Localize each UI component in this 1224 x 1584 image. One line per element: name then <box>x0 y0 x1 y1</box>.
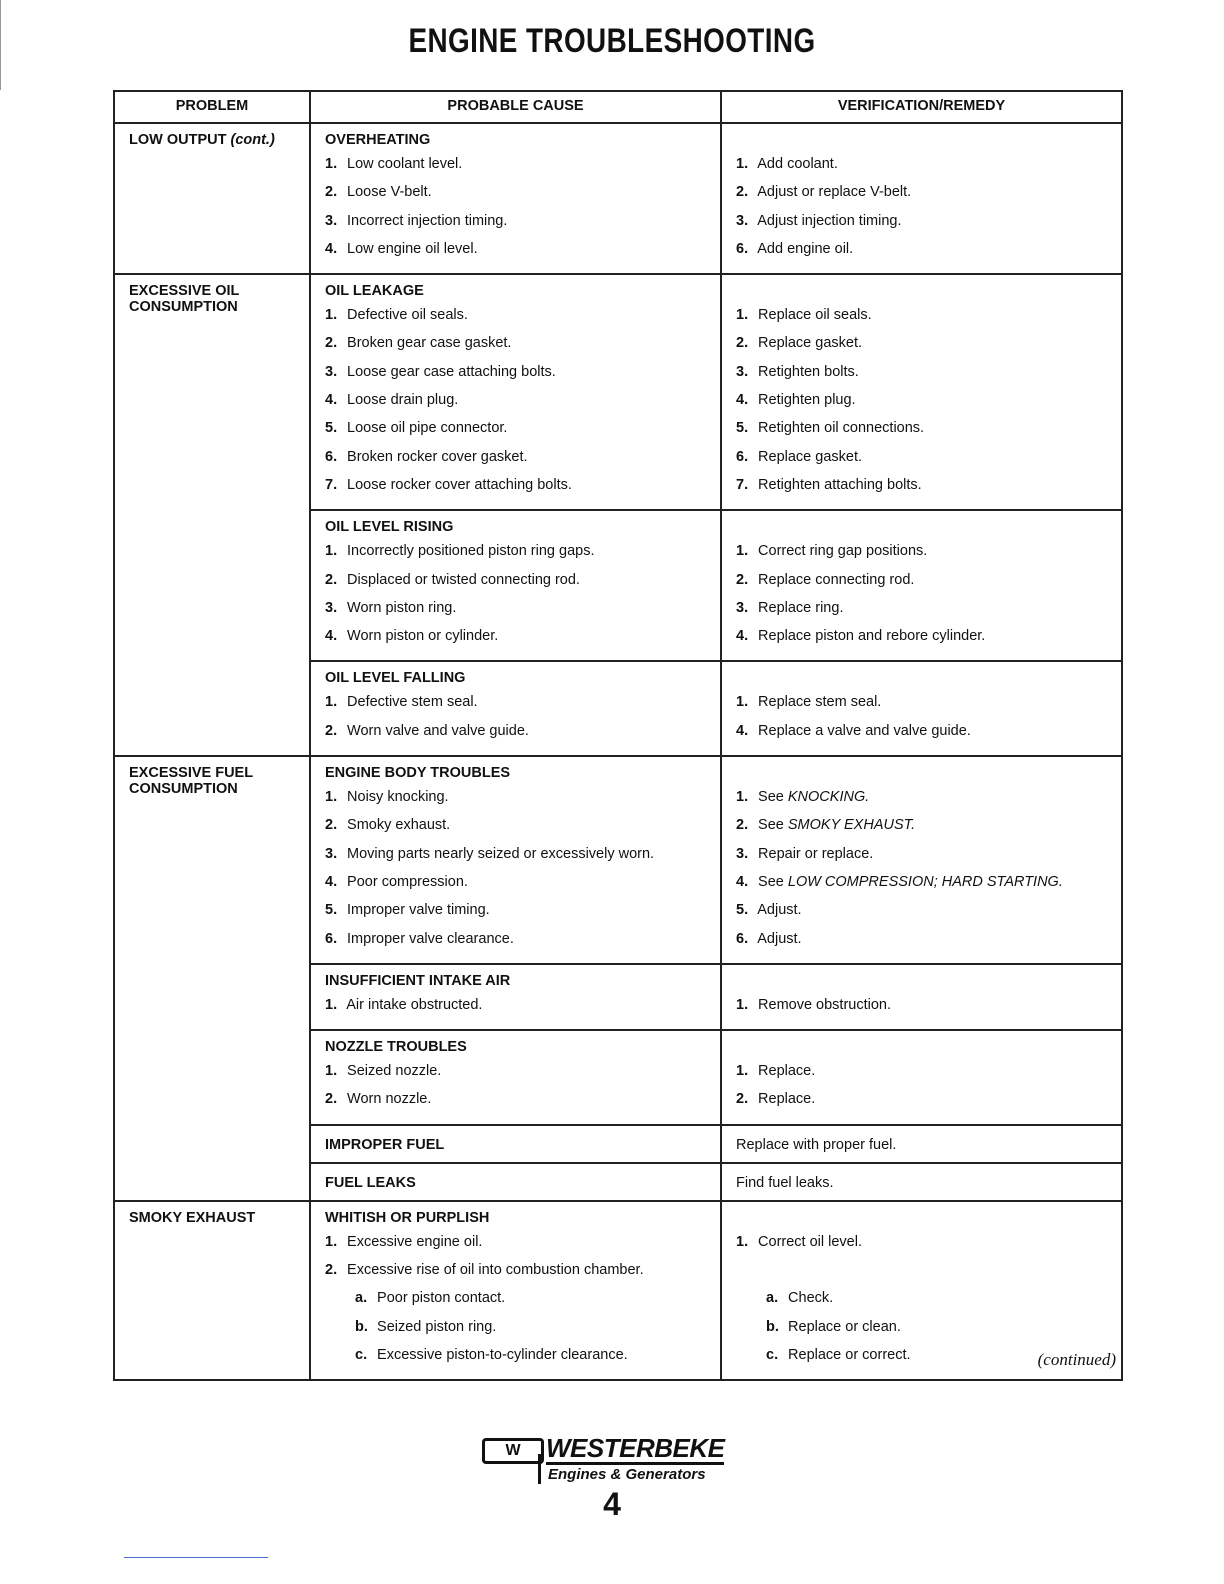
remedy-number: 1. <box>736 694 749 711</box>
cause-text: Improper valve timing. <box>347 902 490 919</box>
remedy-line <box>736 570 1107 598</box>
cause-cell <box>310 274 721 510</box>
cause-text: Seized nozzle. <box>347 1063 442 1080</box>
cause-line <box>325 333 706 361</box>
cause-text: Loose V-belt. <box>347 184 432 201</box>
remedy-number: 5. <box>736 420 749 437</box>
cause-heading: OIL LEVEL RISING <box>325 519 454 536</box>
page-number: 4 <box>603 1486 621 1522</box>
remedy-text: Correct ring gap positions. <box>758 543 928 560</box>
cause-text: Excessive rise of oil into combustion chamber. <box>347 1262 644 1279</box>
cause-number: 2. <box>325 571 338 588</box>
cause-number: 1. <box>325 996 338 1013</box>
cause-text: Low engine oil level. <box>347 240 478 257</box>
remedy-number: 1. <box>736 156 749 172</box>
cause-line <box>325 1288 706 1316</box>
remedy-text: Replace gasket. <box>758 448 863 465</box>
cause-line <box>325 154 706 182</box>
cause-line <box>325 239 706 267</box>
cause-text: Displaced or twisted connecting rod. <box>347 571 580 588</box>
remedy-line <box>736 929 1107 957</box>
remedy-spacer <box>736 132 1107 154</box>
remedy-line <box>736 626 1107 654</box>
remedy-number: 4. <box>736 722 749 739</box>
remedy-text: Replace gasket. <box>758 335 863 352</box>
remedy-line <box>736 1089 1107 1117</box>
remedy-number: 2. <box>736 335 749 352</box>
cause-text: Poor compression. <box>347 873 468 890</box>
remedy-line <box>736 844 1107 872</box>
cause-line <box>325 570 706 598</box>
cause-text: Excessive piston-to-cylinder clearance. <box>377 1346 628 1363</box>
cause-cell <box>310 1201 721 1380</box>
cause-number: 7. <box>325 476 338 493</box>
cause-cell <box>310 1163 721 1201</box>
cause-line <box>325 929 706 957</box>
cause-line <box>325 598 706 626</box>
cause-line <box>325 721 706 749</box>
remedy-line <box>736 1317 1107 1345</box>
cause-text: Worn piston ring. <box>347 599 457 616</box>
remedy-text: Replace connecting rod. <box>758 571 915 588</box>
cause-number: 2. <box>325 1091 338 1108</box>
remedy-text: Remove obstruction. <box>758 996 892 1013</box>
header-verification-remedy: VERIFICATION/REMEDY <box>721 91 1122 123</box>
cause-text: Defective oil seals. <box>347 307 468 324</box>
cause-text: Air intake obstructed. <box>346 996 483 1013</box>
cause-line <box>325 787 706 815</box>
remedy-number: 4. <box>736 873 749 890</box>
cause-line <box>325 1089 706 1117</box>
cause-line <box>325 182 706 210</box>
cause-line <box>325 418 706 446</box>
remedy-text: Add engine oil. <box>757 240 854 257</box>
remedy-text: Adjust. <box>757 902 802 919</box>
remedy-text: Replace piston and rebore cylinder. <box>758 628 986 645</box>
cause-heading: OIL LEVEL FALLING <box>325 670 466 687</box>
cause-number: 2. <box>325 817 338 834</box>
problem-suffix: (cont.) <box>230 132 275 148</box>
remedy-line <box>736 1288 1107 1316</box>
remedy-text: Adjust injection timing. <box>757 212 902 229</box>
cause-number: 3. <box>325 599 338 616</box>
remedy-prefix: See <box>758 873 788 890</box>
cause-number: 2. <box>325 184 338 201</box>
cause-text: Moving parts nearly seized or excessively worn. <box>347 845 655 862</box>
remedy-cell <box>721 964 1122 1030</box>
remedy-text: Retighten bolts. <box>758 363 859 380</box>
remedy-reference: SMOKY EXHAUST. <box>787 817 916 834</box>
problem-label: LOW OUTPUT <box>129 132 227 148</box>
logo-brand: WESTERBEKE <box>546 1433 725 1463</box>
table-body <box>114 123 1122 1380</box>
remedy-line <box>736 872 1107 900</box>
cause-cell <box>310 756 721 964</box>
table-header-row <box>114 91 1122 123</box>
cause-heading: FUEL LEAKS <box>325 1174 416 1191</box>
cause-text: Low coolant level. <box>347 156 463 172</box>
cause-cell <box>310 510 721 661</box>
cause-number: 3. <box>325 845 338 862</box>
remedy-line <box>736 333 1107 361</box>
cause-text: Defective stem seal. <box>347 694 478 711</box>
remedy-number: 1. <box>736 307 749 324</box>
cause-line <box>325 305 706 333</box>
remedy-spacer <box>736 1210 1107 1232</box>
cause-cell <box>310 1125 721 1163</box>
remedy-number: 1. <box>736 1063 749 1080</box>
remedy-prefix: See <box>758 817 788 834</box>
remedy-number: 3. <box>736 599 749 616</box>
problem-label: SMOKY EXHAUST <box>129 1209 256 1226</box>
remedy-text: Replace ring. <box>758 599 844 616</box>
problem-cell <box>114 1201 310 1380</box>
remedy-line <box>736 447 1107 475</box>
remedy-number: c. <box>766 1346 779 1363</box>
cause-heading: OIL LEAKAGE <box>325 283 424 300</box>
cause-text: Loose oil pipe connector. <box>347 420 508 437</box>
remedy-number: 6. <box>736 930 749 947</box>
cause-number: 6. <box>325 930 338 947</box>
cause-line <box>325 872 706 900</box>
remedy-text: Replace. <box>758 1091 816 1108</box>
remedy-text: Replace oil seals. <box>758 307 872 324</box>
remedy-text: Replace. <box>758 1063 816 1080</box>
cause-text: Improper valve clearance. <box>347 930 514 947</box>
remedy-spacer <box>736 765 1107 787</box>
cause-number: c. <box>355 1346 368 1363</box>
remedy-line <box>736 900 1107 928</box>
footer-rule <box>124 1557 268 1558</box>
remedy-cell <box>721 1125 1122 1163</box>
logo-stem <box>538 1454 541 1484</box>
remedy-number: 4. <box>736 392 749 409</box>
cause-number: 2. <box>325 335 338 352</box>
page-title: ENGINE TROUBLESHOOTING <box>408 22 816 60</box>
remedy-line <box>736 1232 1107 1260</box>
remedy-number: 1. <box>736 996 749 1013</box>
cause-text: Incorrectly positioned piston ring gaps. <box>347 543 595 560</box>
remedy-number: 6. <box>736 448 749 465</box>
cause-number: 4. <box>325 392 338 409</box>
cause-text: Poor piston contact. <box>377 1290 506 1307</box>
cause-text: Broken gear case gasket. <box>347 335 512 352</box>
table-row <box>114 756 1122 964</box>
problem-label: EXCESSIVE FUEL CONSUMPTION <box>129 765 253 798</box>
remedy-number: b. <box>766 1318 779 1335</box>
remedy-cell <box>721 661 1122 756</box>
remedy-line <box>736 305 1107 333</box>
remedy-prefix: See <box>758 789 788 806</box>
remedy-number: 3. <box>736 363 749 380</box>
remedy-number: 4. <box>736 628 749 645</box>
cause-text: Broken rocker cover gasket. <box>347 448 528 465</box>
table-row <box>114 274 1122 510</box>
remedy-text: Retighten attaching bolts. <box>758 476 922 493</box>
cause-line <box>325 390 706 418</box>
remedy-number: 5. <box>736 902 749 919</box>
cause-line <box>325 844 706 872</box>
remedy-number: 2. <box>736 571 749 588</box>
cause-line <box>325 541 706 569</box>
remedy-number: 1. <box>736 543 749 560</box>
cause-text: Incorrect injection timing. <box>347 212 508 229</box>
cause-number: 4. <box>325 240 338 257</box>
remedy-number: 6. <box>736 240 749 257</box>
remedy-number: 1. <box>736 789 749 806</box>
remedy-spacer <box>736 519 1107 541</box>
cause-heading: WHITISH OR PURPLISH <box>325 1209 490 1226</box>
cause-number: 1. <box>325 789 338 806</box>
problem-cell <box>114 756 310 1201</box>
remedy-text: Replace or correct. <box>788 1346 911 1363</box>
cause-text: Smoky exhaust. <box>347 817 451 834</box>
cause-line <box>325 692 706 720</box>
problem-cell <box>114 123 310 274</box>
cause-number: a. <box>355 1290 368 1307</box>
cause-text: Seized piston ring. <box>377 1318 497 1335</box>
remedy-text: Retighten oil connections. <box>758 420 925 437</box>
remedy-spacer <box>736 973 1107 995</box>
cause-number: 4. <box>325 628 338 645</box>
cause-text: Loose gear case attaching bolts. <box>347 363 556 380</box>
cause-line <box>325 995 706 1023</box>
cause-number: 2. <box>325 722 338 739</box>
remedy-text: Correct oil level. <box>758 1233 862 1250</box>
remedy-spacer <box>736 670 1107 692</box>
cause-text: Noisy knocking. <box>347 789 449 806</box>
remedy-number: 2. <box>736 184 749 201</box>
cause-line <box>325 1345 706 1373</box>
remedy-text: Replace or clean. <box>788 1318 901 1335</box>
cause-number: 5. <box>325 420 338 437</box>
cause-number: 6. <box>325 448 338 465</box>
remedy-text: Retighten plug. <box>758 392 856 409</box>
remedy-line <box>736 598 1107 626</box>
cause-heading: ENGINE BODY TROUBLES <box>325 765 511 782</box>
cause-cell <box>310 661 721 756</box>
cause-line <box>325 1232 706 1260</box>
cause-cell <box>310 1030 721 1125</box>
cause-number: 5. <box>325 902 338 919</box>
remedy-line <box>736 182 1107 210</box>
cause-text: Worn valve and valve guide. <box>347 722 529 739</box>
cause-number: 4. <box>325 873 338 890</box>
cause-line <box>325 626 706 654</box>
cause-heading: INSUFFICIENT INTAKE AIR <box>325 972 511 989</box>
cause-number: 3. <box>325 212 338 229</box>
remedy-text: Adjust. <box>757 930 802 947</box>
cause-number: 1. <box>325 1063 338 1080</box>
cause-line <box>325 1317 706 1345</box>
remedy-text: Replace a valve and valve guide. <box>758 722 971 739</box>
remedy-number: 2. <box>736 1091 749 1108</box>
remedy-line <box>736 692 1107 720</box>
remedy-line <box>736 721 1107 749</box>
remedy-line <box>736 154 1107 182</box>
remedy-line <box>736 475 1107 503</box>
cause-number: 1. <box>325 156 338 172</box>
problem-label: EXCESSIVE OIL CONSUMPTION <box>129 283 240 316</box>
remedy-line <box>736 211 1107 239</box>
remedy-line <box>736 815 1107 843</box>
cause-line <box>325 447 706 475</box>
cause-text: Excessive engine oil. <box>347 1233 483 1250</box>
remedy-text: Find fuel leaks. <box>736 1174 834 1191</box>
cause-line <box>325 900 706 928</box>
table-row <box>114 1201 1122 1380</box>
remedy-line <box>736 418 1107 446</box>
cause-heading: NOZZLE TROUBLES <box>325 1039 467 1056</box>
remedy-number: a. <box>766 1290 779 1307</box>
remedy-line <box>736 390 1107 418</box>
cause-number: 1. <box>325 543 338 560</box>
troubleshooting-table <box>113 90 1123 1381</box>
header-problem: PROBLEM <box>114 91 310 123</box>
cause-number: b. <box>355 1318 368 1335</box>
remedy-cell <box>721 756 1122 964</box>
cause-heading: IMPROPER FUEL <box>325 1136 445 1153</box>
cause-line <box>325 1260 706 1288</box>
cause-cell <box>310 964 721 1030</box>
remedy-line <box>736 1260 1107 1288</box>
cause-number: 3. <box>325 363 338 380</box>
table-row <box>114 123 1122 274</box>
remedy-spacer <box>736 1039 1107 1061</box>
scan-edge-mark <box>0 0 1 90</box>
cause-number: 2. <box>325 1262 338 1279</box>
remedy-line <box>736 362 1107 390</box>
remedy-text: Repair or replace. <box>758 845 874 862</box>
cause-line <box>325 362 706 390</box>
remedy-reference: LOW COMPRESSION; HARD STARTING. <box>787 873 1063 890</box>
westerbeke-logo <box>482 1434 742 1486</box>
cause-cell <box>310 123 721 274</box>
remedy-line <box>736 995 1107 1023</box>
remedy-text: Replace with proper fuel. <box>736 1136 897 1153</box>
remedy-line <box>736 541 1107 569</box>
cause-text: Loose rocker cover attaching bolts. <box>347 476 572 493</box>
continued-note: (continued) <box>1037 1350 1116 1369</box>
remedy-cell <box>721 1030 1122 1125</box>
remedy-number: 1. <box>736 1233 749 1250</box>
remedy-number: 2. <box>736 817 749 834</box>
cause-number: 1. <box>325 694 338 711</box>
remedy-number: 3. <box>736 845 749 862</box>
logo-tagline: Engines & Generators <box>548 1466 706 1483</box>
remedy-line <box>736 239 1107 267</box>
cause-text: Worn piston or cylinder. <box>347 628 499 645</box>
remedy-line <box>736 787 1107 815</box>
cause-line <box>325 211 706 239</box>
remedy-number: 7. <box>736 476 749 493</box>
cause-text: Worn nozzle. <box>347 1091 432 1108</box>
remedy-cell <box>721 123 1122 274</box>
cause-line <box>325 815 706 843</box>
remedy-spacer <box>736 283 1107 305</box>
cause-line <box>325 475 706 503</box>
remedy-text: Check. <box>788 1290 834 1307</box>
remedy-reference: KNOCKING. <box>787 789 870 806</box>
remedy-number: 3. <box>736 212 749 229</box>
cause-number: 1. <box>325 307 338 324</box>
problem-cell <box>114 274 310 756</box>
remedy-text: Adjust or replace V-belt. <box>757 184 912 201</box>
remedy-line <box>736 1061 1107 1089</box>
cause-number: 1. <box>325 1233 338 1250</box>
remedy-text: Replace stem seal. <box>758 694 882 711</box>
remedy-cell <box>721 1163 1122 1201</box>
remedy-cell <box>721 510 1122 661</box>
cause-text: Loose drain plug. <box>347 392 459 409</box>
cause-line <box>325 1061 706 1089</box>
cause-heading: OVERHEATING <box>325 132 431 148</box>
remedy-text: Add coolant. <box>757 156 838 172</box>
logo-mark-icon: W <box>482 1438 544 1464</box>
remedy-cell <box>721 274 1122 510</box>
header-probable-cause: PROBABLE CAUSE <box>310 91 721 123</box>
